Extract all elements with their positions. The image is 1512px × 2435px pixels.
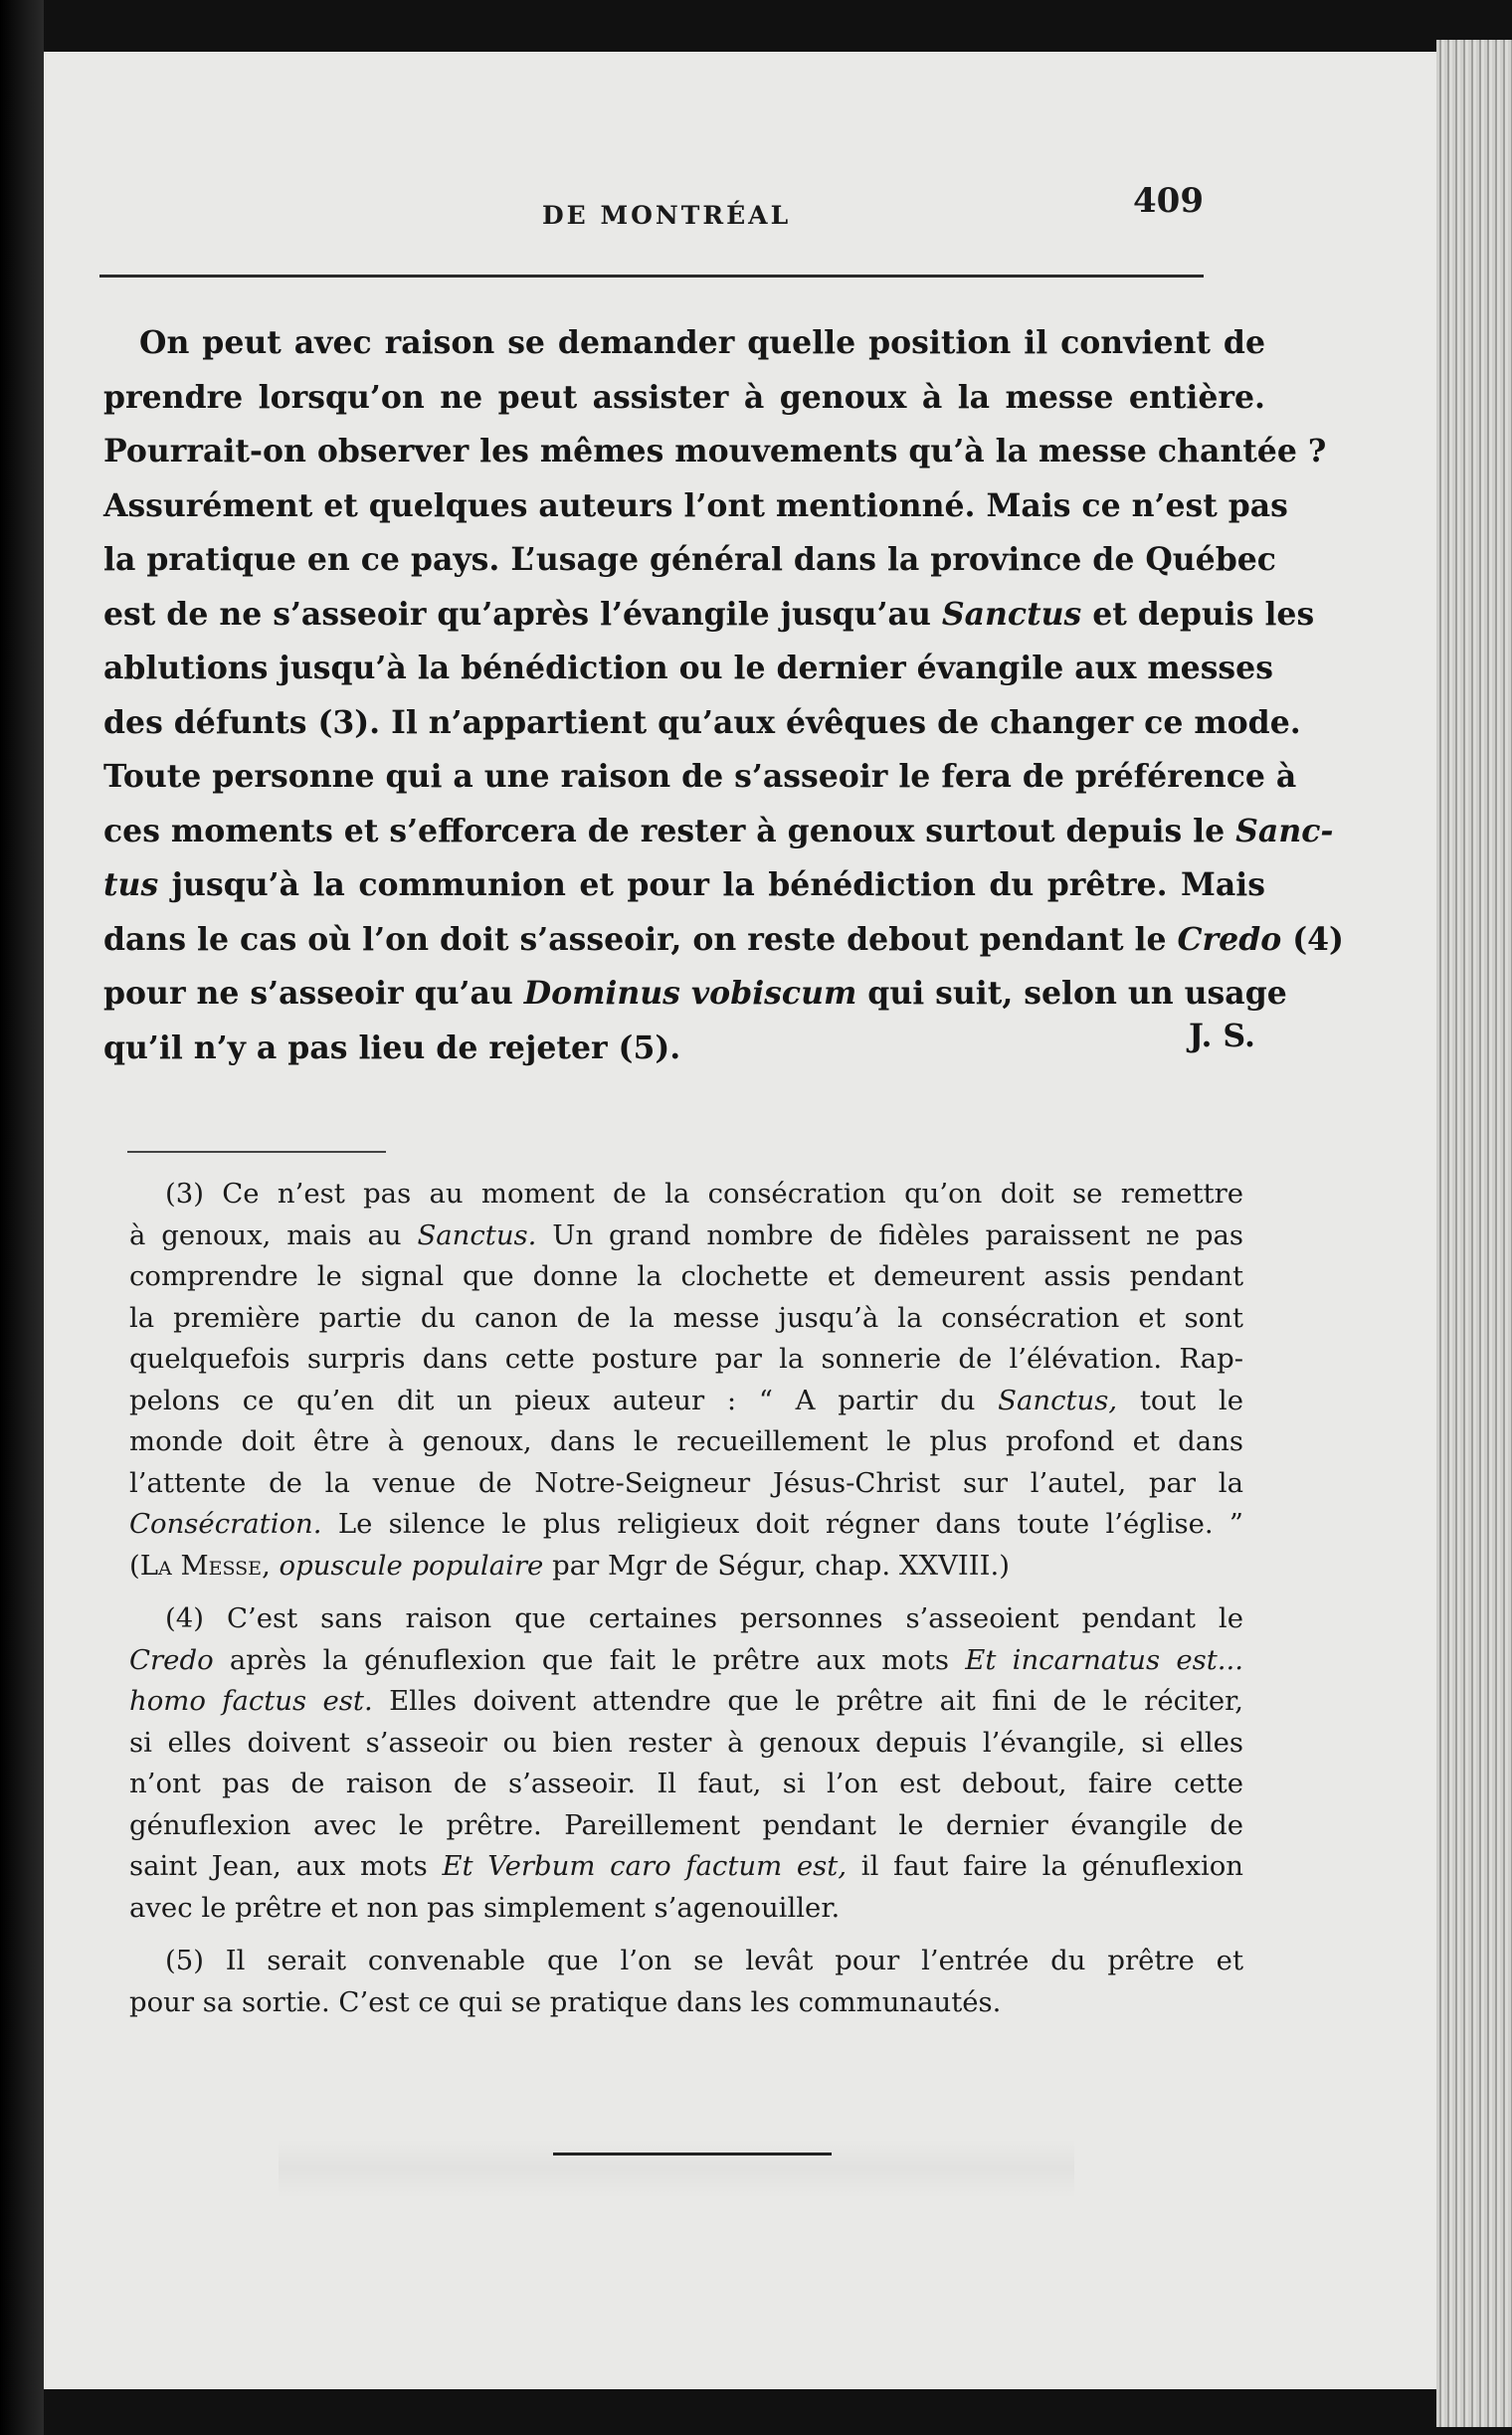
body-line: des défunts (3). Il n’appartient qu’aux évêques de changer ce mode. <box>103 703 1301 741</box>
running-head: DE MONTRÉAL <box>542 201 792 230</box>
body-line: dans le cas où l’on doit s’asseoir, on reste debout pendant le Credo (4) <box>103 920 1344 958</box>
main-paragraph <box>103 316 1344 1075</box>
body-line: est de ne s’asseoir qu’après l’évangile jusqu’au Sanctus et depuis les <box>103 595 1315 633</box>
body-line: prendre lorsqu’on ne peut assister à genoux à la messe entière. <box>103 378 1265 416</box>
end-rule <box>553 2153 832 2155</box>
footnote-line: (4) C’est sans raison que certaines personnes s’asseoient pendant le <box>165 1602 1243 1634</box>
footnote-line: à genoux, mais au Sanctus. Un grand nombre de fidèles paraissent ne pas <box>129 1218 1243 1251</box>
author-signature: J. S. <box>1189 1017 1255 1054</box>
footnote-line: Credo après la génuflexion que fait le prêtre aux mots Et incarnatus est... <box>129 1643 1243 1676</box>
footnote-line: (3) Ce n’est pas au moment de la consécration qu’on doit se remettre <box>165 1178 1243 1210</box>
footnote-line: (La Messe, opuscule populaire par Mgr de Ségur, chap. XXVIII.) <box>129 1549 1010 1582</box>
body-line: ces moments et s’efforcera de rester à genoux surtout depuis le Sanc- <box>103 812 1334 849</box>
body-line: qu’il n’y a pas lieu de rejeter (5). J. S. <box>103 1022 1265 1076</box>
page-header <box>99 181 1204 231</box>
footnote-line: comprendre le signal que donne la clochette et demeurent assis pendant <box>129 1260 1243 1292</box>
footnote-line: l’attente de la venue de Notre-Seigneur Jésus-Christ sur l’autel, par la <box>129 1466 1243 1499</box>
footnote-line: si elles doivent s’asseoir ou bien rester à genoux depuis l’évangile, si elles <box>129 1726 1243 1759</box>
footnote-line: Consécration. Le silence le plus religieux doit régner dans toute l’église. ” <box>129 1508 1243 1540</box>
footnote-line: génuflexion avec le prêtre. Pareillement pendant le dernier évangile de <box>129 1808 1243 1841</box>
body-line: la pratique en ce pays. L’usage général dans la province de Québec <box>103 541 1276 578</box>
footnote-rule <box>127 1151 386 1153</box>
footnote-line: saint Jean, aux mots Et Verbum caro factum est, il faut faire la génuflexion <box>129 1850 1244 1882</box>
footnote-4 <box>129 1598 1243 1929</box>
header-rule <box>99 275 1204 278</box>
footnote-3 <box>129 1174 1243 1587</box>
footnote-line: homo factus est. Elles doivent attendre que le prêtre ait fini de le réciter, <box>129 1685 1243 1717</box>
body-line: tus jusqu’à la communion et pour la bénédiction du prêtre. Mais <box>103 866 1265 903</box>
footnote-line: la première partie du canon de la messe jusqu’à la consécration et sont <box>129 1301 1243 1334</box>
body-line: Assurément et quelques auteurs l’ont mentionné. Mais ce n’est pas <box>103 486 1288 524</box>
footnote-line: monde doit être à genoux, dans le recueillement le plus profond et dans <box>129 1425 1243 1457</box>
footnote-line: (5) Il serait convenable que l’on se levât pour l’entrée du prêtre et <box>165 1945 1243 1976</box>
footnotes <box>129 1174 1243 2035</box>
footnote-line: pelons ce qu’en dit un pieux auteur : “ A partir du Sanctus, tout le <box>129 1384 1243 1416</box>
page-number: 409 <box>1133 181 1204 221</box>
body-line: On peut avec raison se demander quelle position il convient de <box>139 324 1265 361</box>
body-line: ablutions jusqu’à la bénédiction ou le dernier évangile aux messes <box>103 650 1273 686</box>
bleed-through <box>279 2139 1074 2198</box>
footnote-line: quelquefois surpris dans cette posture par la sonnerie de l’élévation. Rap- <box>129 1343 1243 1375</box>
footnote-line: n’ont pas de raison de s’asseoir. Il faut, si l’on est debout, faire cette <box>129 1768 1243 1799</box>
body-line: Pourrait-on observer les mêmes mouvements qu’à la messe chantée ? <box>103 433 1327 469</box>
footnote-line: pour sa sortie. C’est ce qui se pratique dans les communautés. <box>129 1985 1002 2018</box>
page-edges <box>1436 40 1512 2427</box>
binding-shadow <box>0 0 44 2435</box>
body-line: pour ne s’asseoir qu’au Dominus vobiscum qui suit, selon un usage <box>103 975 1287 1012</box>
footnote-line: avec le prêtre et non pas simplement s’agenouiller. <box>129 1891 841 1924</box>
body-line: Toute personne qui a une raison de s’asseoir le fera de préférence à <box>103 758 1297 795</box>
footnote-5 <box>129 1941 1243 2023</box>
